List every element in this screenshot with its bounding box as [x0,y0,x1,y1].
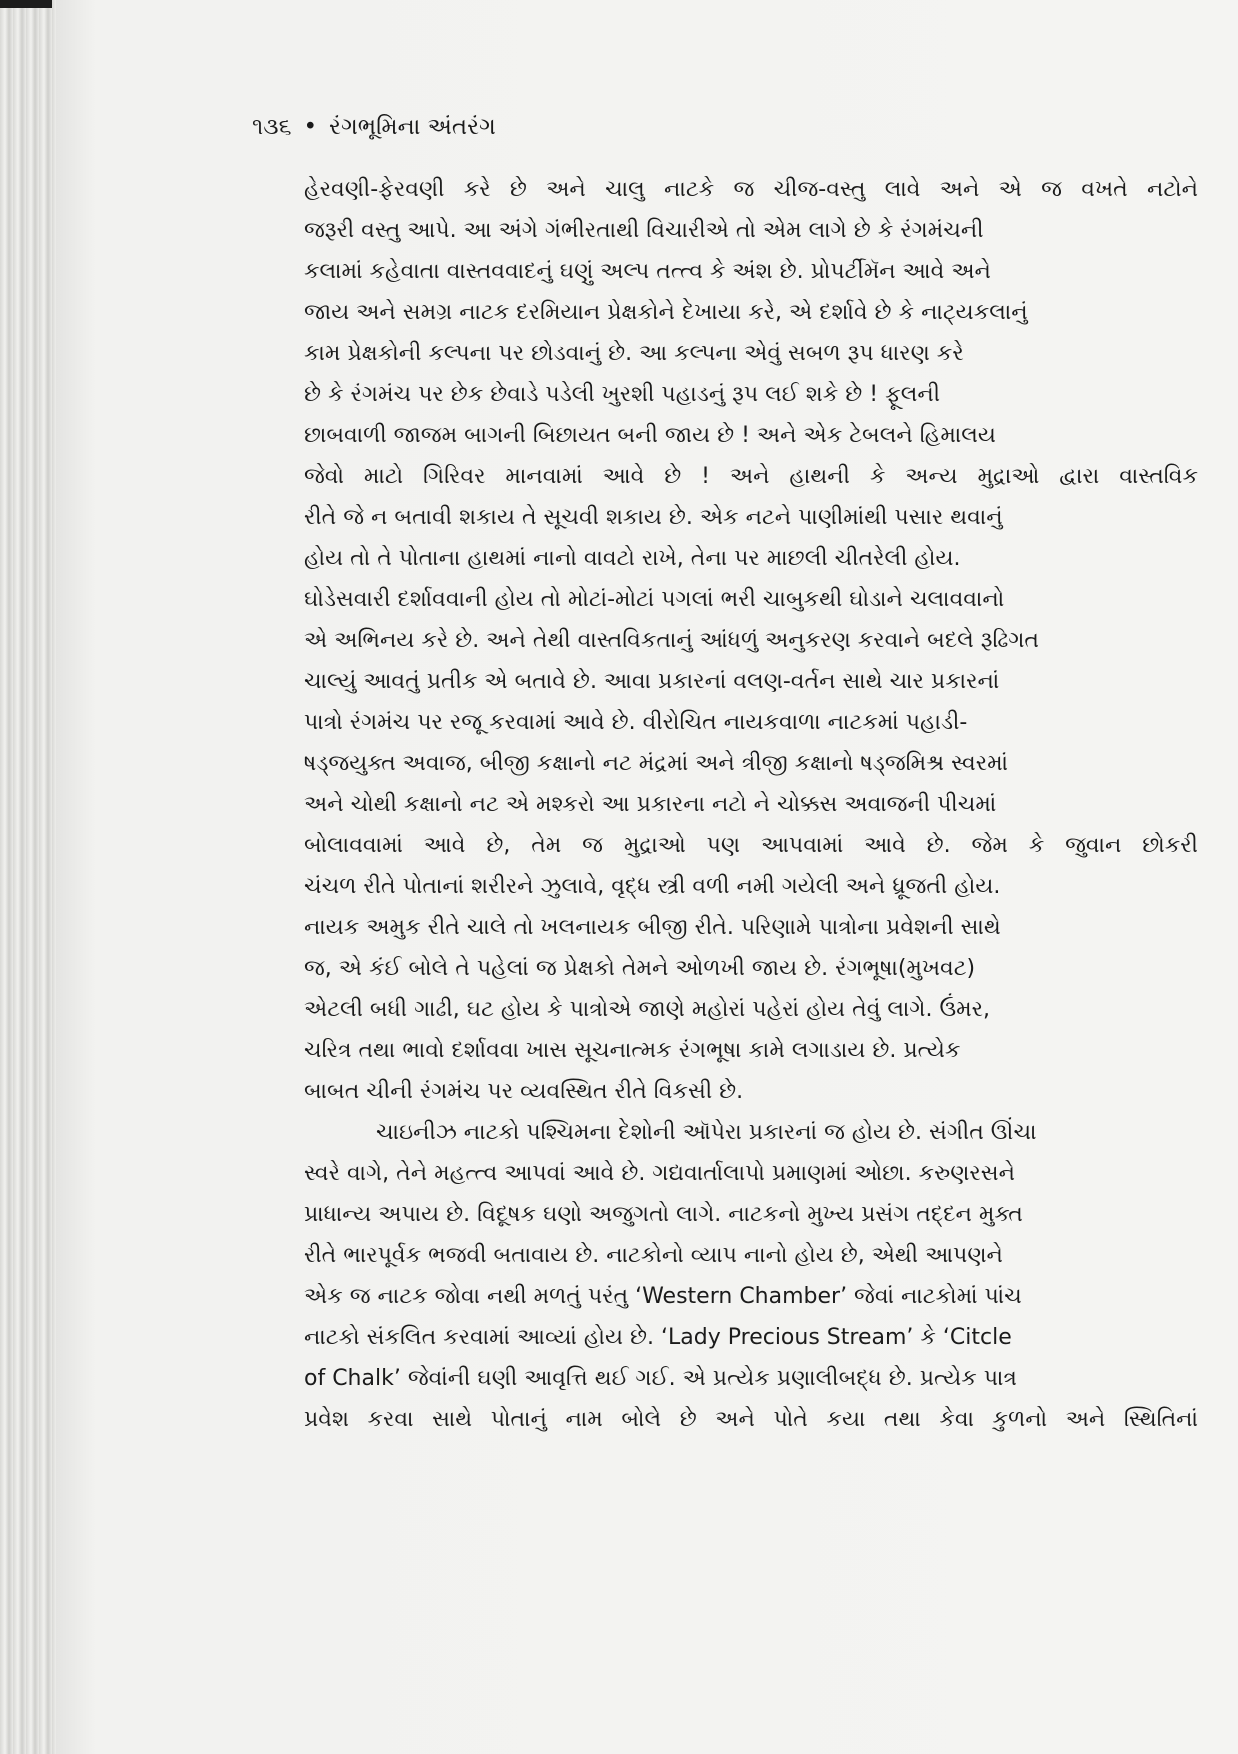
text-line: જાય અને સમગ્ર નાટક દરમિયાન પ્રેક્ષકોને દેખાયા કરે, એ દર્શાવે છે કે નાટ્યકલાનું [304,300,1028,325]
text-line: ચાલ્યું આવતું પ્રતીક એ બતાવે છે. આવા પ્રકારનાં વલણ-વર્તન સાથે ચાર પ્રકારનાં [304,669,1000,694]
paragraph [304,169,1198,1112]
text-line: કલામાં કહેવાતા વાસ્તવવાદનું ઘણું અલ્પ તત્ત્વ કે અંશ છે. પ્રોપર્ટીમૅન આવે અને [304,259,991,284]
text-line: નાટકો સંકલિત કરવામાં આવ્યાં હોય છે. ‘Lady Precious Stream’ કે ‘Citcle [304,1325,1012,1350]
text-line: એક જ નાટક જોવા નથી મળતું પરંતુ ‘Western Chamber’ જેવાં નાટકોમાં પાંચ [304,1284,1022,1309]
text-line: છાબવાળી જાજમ બાગની બિછાયત બની જાય છે ! અને એક ટેબલને હિમાલય [304,423,996,448]
paragraph [304,1112,1198,1440]
text-line: બાબત ચીની રંગમંચ પર વ્યવસ્થિત રીતે વિકસી છે. [304,1079,744,1104]
text-line: રીતે ભારપૂર્વક ભજવી બતાવાય છે. નાટકોનો વ્યાપ નાનો હોય છે, એથી આપણને [304,1243,1003,1268]
text-line: ષડ્જયુક્ત અવાજ, બીજી કક્ષાનો નટ મંદ્રમાં અને ત્રીજી કક્ષાનો ષડ્જમિશ્ર સ્વરમાં [304,751,1008,776]
header-separator: • [303,114,318,140]
page-number: ૧૩૬ [252,114,292,140]
text-line: પાત્રો રંગમંચ પર રજૂ કરવામાં આવે છે. વીરોચિત નાયકવાળા નાટકમાં પહાડી- [304,710,968,735]
scan-corner-shadow [0,0,52,8]
text-line: અને ચોથી કક્ષાનો નટ એ મશ્કરો આ પ્રકારના નટો ને ચોક્કસ અવાજની પીચમાં [304,792,997,817]
text-line: એ અભિનય કરે છે. અને તેથી વાસ્તવિકતાનું આંધળું અનુકરણ કરવાને બદલે રૂઢિગત [304,628,1040,653]
body-text [304,169,1198,1440]
book-title: રંગભૂમિના અંતરંગ [329,114,496,140]
text-line: એટલી બધી ગાઢી, ઘટ હોય કે પાત્રોએ જાણે મહોરાં પહેરાં હોય તેવું લાગે. ઉંમર, [304,997,991,1022]
text-line: ચાઇનીઝ નાટકો પશ્ચિમના દેશોની ઑપેરા પ્રકારનાં જ હોય છે. સંગીત ઊંચા [376,1120,1037,1145]
running-header [252,114,496,140]
text-line: જ, એ કંઈ બોલે તે પહેલાં જ પ્રેક્ષકો તેમને ઓળખી જાય છે. રંગભૂષા(મુખવટ) [304,956,976,981]
text-line: ચંચળ રીતે પોતાનાં શરીરને ઝુલાવે, વૃદ્ધ સ્ત્રી વળી નમી ગયેલી અને ધ્રૂજતી હોય. [304,874,1001,899]
text-line: જેવો માટો ગિરિવર માનવામાં આવે છે ! અને હાથની કે અન્ય મુદ્રાઓ દ્વારા વાસ્તવિક [304,464,1198,489]
text-line: of Chalk’ જેવાંની ઘણી આવૃત્તિ થઈ ગઈ. એ પ્રત્યેક પ્રણાલીબદ્ધ છે. પ્રત્યેક પાત્ર [304,1366,1017,1391]
text-line: છે કે રંગમંચ પર છેક છેવાડે પડેલી ખુરશી પહાડનું રૂપ લઈ શકે છે ! ફૂલની [304,382,941,407]
text-line: સ્વરે વાગે, તેને મહત્ત્વ આપવાં આવે છે. ગદ્યવાર્તાલાપો પ્રમાણમાં ઓછા. કરુણરસને [304,1161,1015,1186]
text-line: બોલાવવામાં આવે છે, તેમ જ મુદ્રાઓ પણ આપવામાં આવે છે. જેમ કે જુવાન છોકરી [304,833,1198,858]
text-line: હેરવણી-ફેરવણી કરે છે અને ચાલુ નાટકે જ ચીજ-વસ્તુ લાવે અને એ જ વખતે નટોને [304,177,1198,202]
text-line: પ્રવેશ કરવા સાથે પોતાનું નામ બોલે છે અને પોતે કયા તથા કેવા કુળનો અને સ્થિતિનાં [304,1407,1198,1432]
book-page [56,0,1238,1754]
text-line: જરૂરી વસ્તુ આપે. આ અંગે ગંભીરતાથી વિચારીએ તો એમ લાગે છે કે રંગમંચની [304,218,984,243]
text-line: રીતે જે ન બતાવી શકાય તે સૂચવી શકાય છે. એક નટને પાણીમાંથી પસાર થવાનું [304,505,1003,530]
text-line: કામ પ્રેક્ષકોની કલ્પના પર છોડવાનું છે. આ કલ્પના એવું સબળ રૂપ ધારણ કરે [304,341,964,366]
text-line: નાયક અમુક રીતે ચાલે તો ખલનાયક બીજી રીતે. પરિણામે પાત્રોના પ્રવેશની સાથે [304,915,1001,940]
text-line: પ્રાધાન્ય અપાય છે. વિદૂષક ઘણો અજુગતો લાગે. નાટકનો મુખ્ય પ્રસંગ તદ્દન મુક્ત [304,1202,1023,1227]
text-line: ઘોડેસવારી દર્શાવવાની હોય તો મોટાં-મોટાં પગલાં ભરી ચાબુકથી ઘોડાને ચલાવવાનો [304,587,1005,612]
text-line: હોય તો તે પોતાના હાથમાં નાનો વાવટો રાખે, તેના પર માછલી ચીતરેલી હોય. [304,546,961,571]
text-line: ચરિત્ર તથા ભાવો દર્શાવવા ખાસ સૂચનાત્મક રંગભૂષા કામે લગાડાય છે. પ્રત્યેક [304,1038,961,1063]
